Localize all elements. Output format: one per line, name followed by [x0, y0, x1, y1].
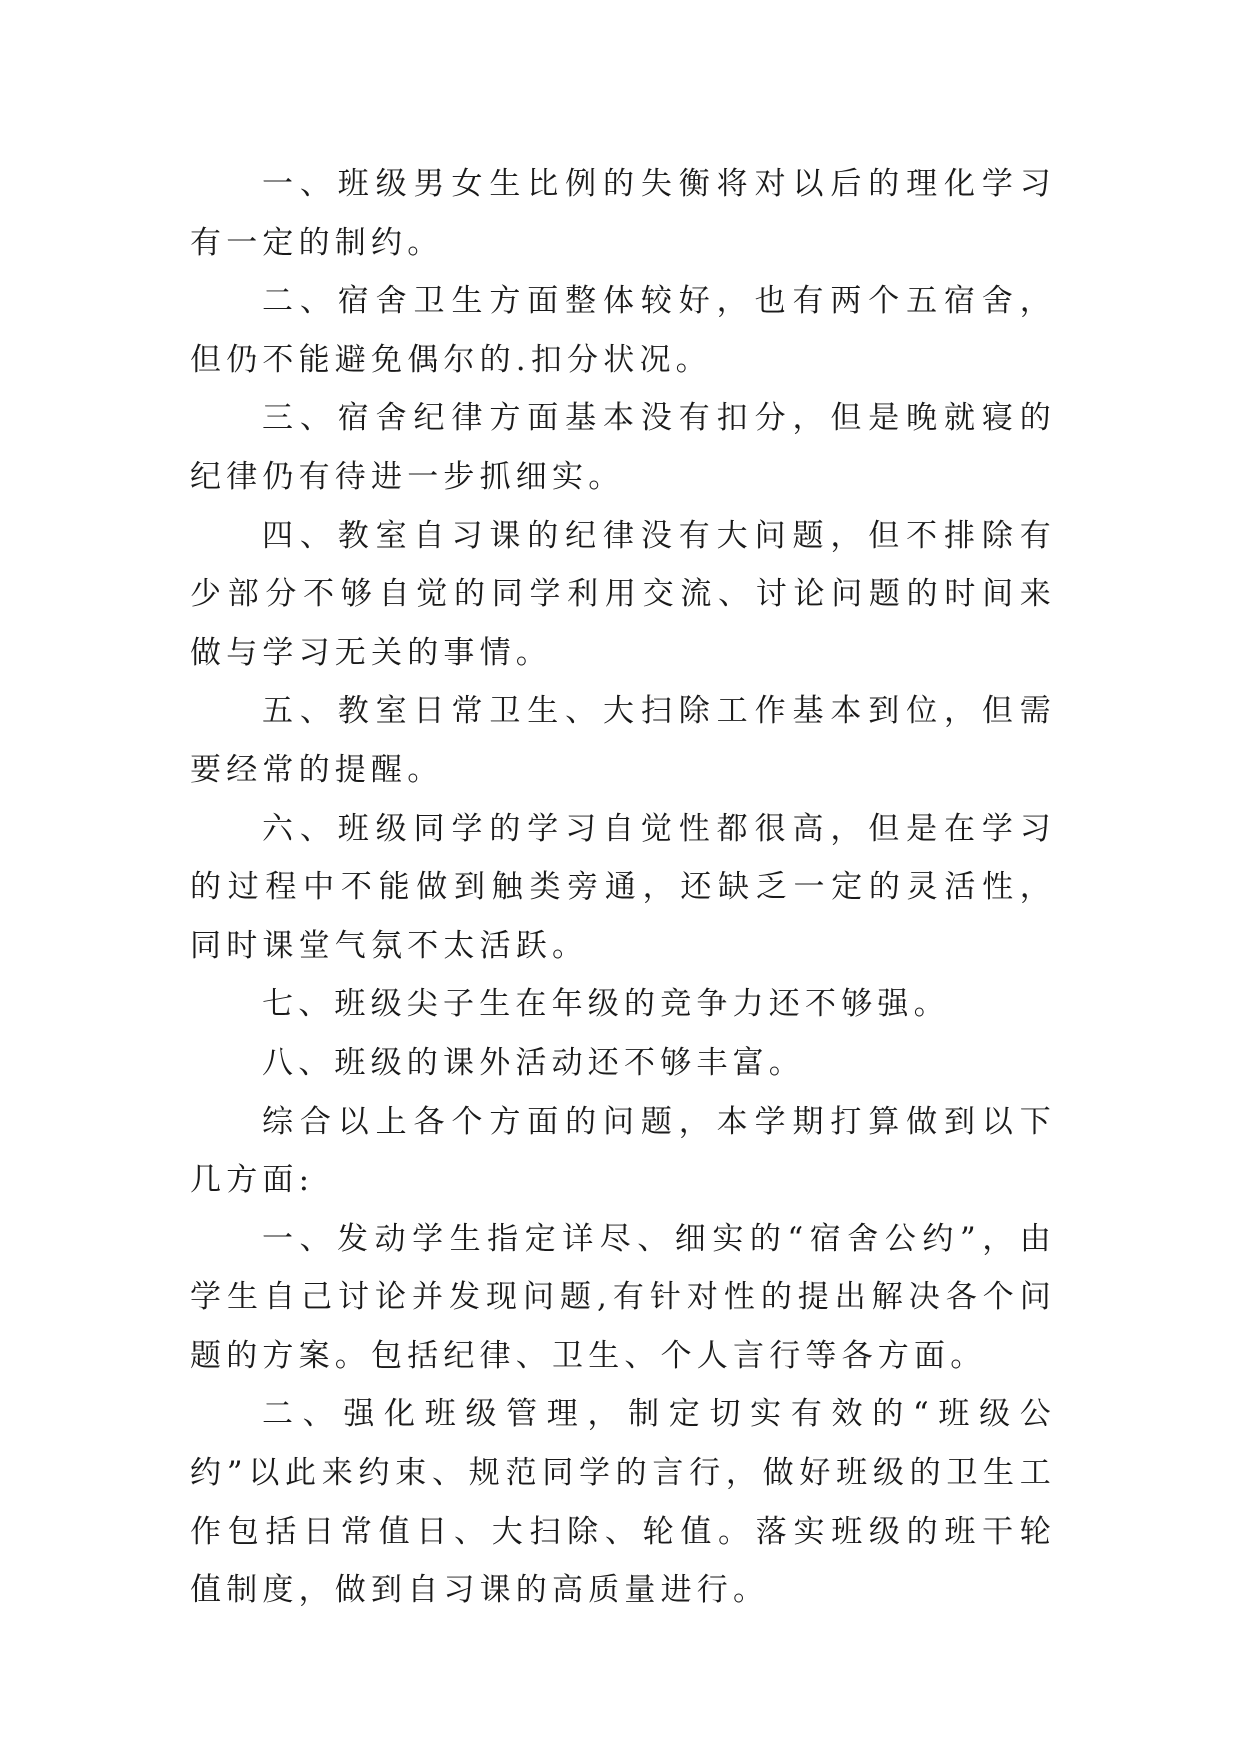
paragraph-problem-4: 四、教室自习课的纪律没有大问题，但不排除有少部分不够自觉的同学利用交流、讨论问题的时间来做与学习无关的事情。: [190, 517, 1056, 671]
paragraph-problem-8: 八、班级的课外活动还不够丰富。: [262, 1044, 805, 1081]
paragraph-summary: 综合以上各个方面的问题，本学期打算做到以下几方面:: [190, 1103, 1056, 1199]
paragraph-problem-6: 六、班级同学的学习自觉性都很高，但是在学习的过程中不能做到触类旁通，还缺乏一定的灵活性，同时课堂气氛不太活跃。: [190, 810, 1056, 964]
paragraph-plan-2: 二、强化班级管理，制定切实有效的“班级公约”以此来约束、规范同学的言行，做好班级的卫生工作包括日常值日、大扫除、轮值。落实班级的班干轮值制度，做到自习课的高质量进行。: [190, 1396, 1056, 1609]
document-body: [190, 155, 1056, 1620]
paragraph-problem-1: 一、班级男女生比例的失衡将对以后的理化学习有一定的制约。: [190, 166, 1056, 261]
paragraph-problem-3: 三、宿舍纪律方面基本没有扣分，但是晚就寝的纪律仍有待进一步抓细实。: [190, 400, 1056, 495]
paragraph-problem-2: 二、宿舍卫生方面整体较好，也有两个五宿舍，但仍不能避免偶尔的.扣分状况。: [190, 283, 1056, 378]
paragraph-plan-1: 一、发动学生指定详尽、细实的“宿舍公约”，由学生自己讨论并发现问题,有针对性的提出解决各个问题的方案。包括纪律、卫生、个人言行等各方面。: [190, 1220, 1056, 1374]
paragraph-problem-7: 七、班级尖子生在年级的竞争力还不够强。: [262, 986, 950, 1023]
paragraph-problem-5: 五、教室日常卫生、大扫除工作基本到位，但需要经常的提醒。: [190, 693, 1056, 788]
